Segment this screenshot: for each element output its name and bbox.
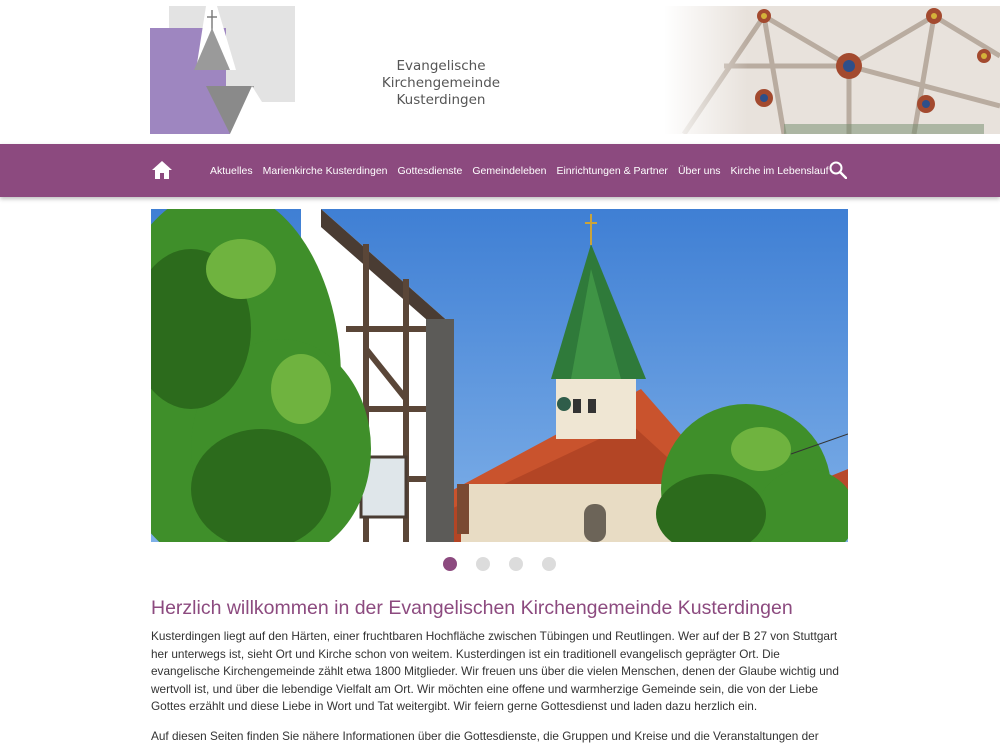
- home-icon[interactable]: [151, 160, 173, 180]
- nav-item-aktuelles[interactable]: Aktuelles: [210, 164, 253, 177]
- ceiling-vault-image: [664, 6, 1000, 134]
- nav-item-kirche-im-lebenslauf[interactable]: Kirche im Lebenslauf: [730, 164, 829, 177]
- nav-item-einrichtungen[interactable]: Einrichtungen & Partner: [556, 164, 668, 177]
- nav-list: [210, 144, 839, 197]
- intro-paragraph: Kusterdingen liegt auf den Härten, einer fruchtbaren Hochfläche zwischen Tübingen und Reutlingen. Wer auf der B 27 von Stuttgart her unterwegs ist, sieht Ort und Kirche schon von weitem. Kusterdingen ist ein traditionell evangelisch geprägter Ort. Die evangelische Kirchengemeinde zählt etwa 1800 Mitglieder. Wir freuen uns über die vielen Menschen, denen der Glaube wichtig und wertvoll ist, und über die lebendige Vielfalt am Ort. Wir möchten eine offene und warmherzige Gemeinde sein, die von der Liebe Gottes erzählt und diese Liebe in Wort und Tat weitergibt. Wir feiern gerne Gottesdienst und laden dazu herzlich ein.: [151, 629, 839, 714]
- nav-item-ueber-uns[interactable]: Über uns: [677, 164, 721, 177]
- slider-dot-4[interactable]: [542, 557, 556, 571]
- hero-slider-image[interactable]: [151, 209, 848, 542]
- slider-dot-1[interactable]: [443, 557, 457, 571]
- site-title-line2: Kusterdingen: [396, 92, 486, 108]
- nav-item-gottesdienste[interactable]: Gottesdienste: [397, 164, 463, 177]
- main-navigation: [0, 144, 1000, 197]
- nav-item-gemeindeleben[interactable]: Gemeindeleben: [472, 164, 547, 177]
- slider-pagination: [443, 557, 575, 571]
- search-icon[interactable]: [829, 161, 847, 179]
- page-headline: Herzlich willkommen in der Evangelischen Kirchengemeinde Kusterdingen: [151, 597, 793, 619]
- main-content: [151, 596, 851, 750]
- slider-dot-2[interactable]: [476, 557, 490, 571]
- info-paragraph: Auf diesen Seiten finden Sie nähere Informationen über die Gottesdienste, die Gruppen und Kreise und die Veranstaltungen der: [151, 728, 819, 743]
- site-header: [0, 0, 1000, 144]
- slider-dot-3[interactable]: [509, 557, 523, 571]
- church-logo[interactable]: [150, 6, 296, 134]
- site-title: [336, 58, 546, 109]
- nav-item-marienkirche[interactable]: Marienkirche Kusterdingen: [262, 164, 388, 177]
- site-title-line1: Evangelische Kirchengemeinde: [381, 58, 501, 91]
